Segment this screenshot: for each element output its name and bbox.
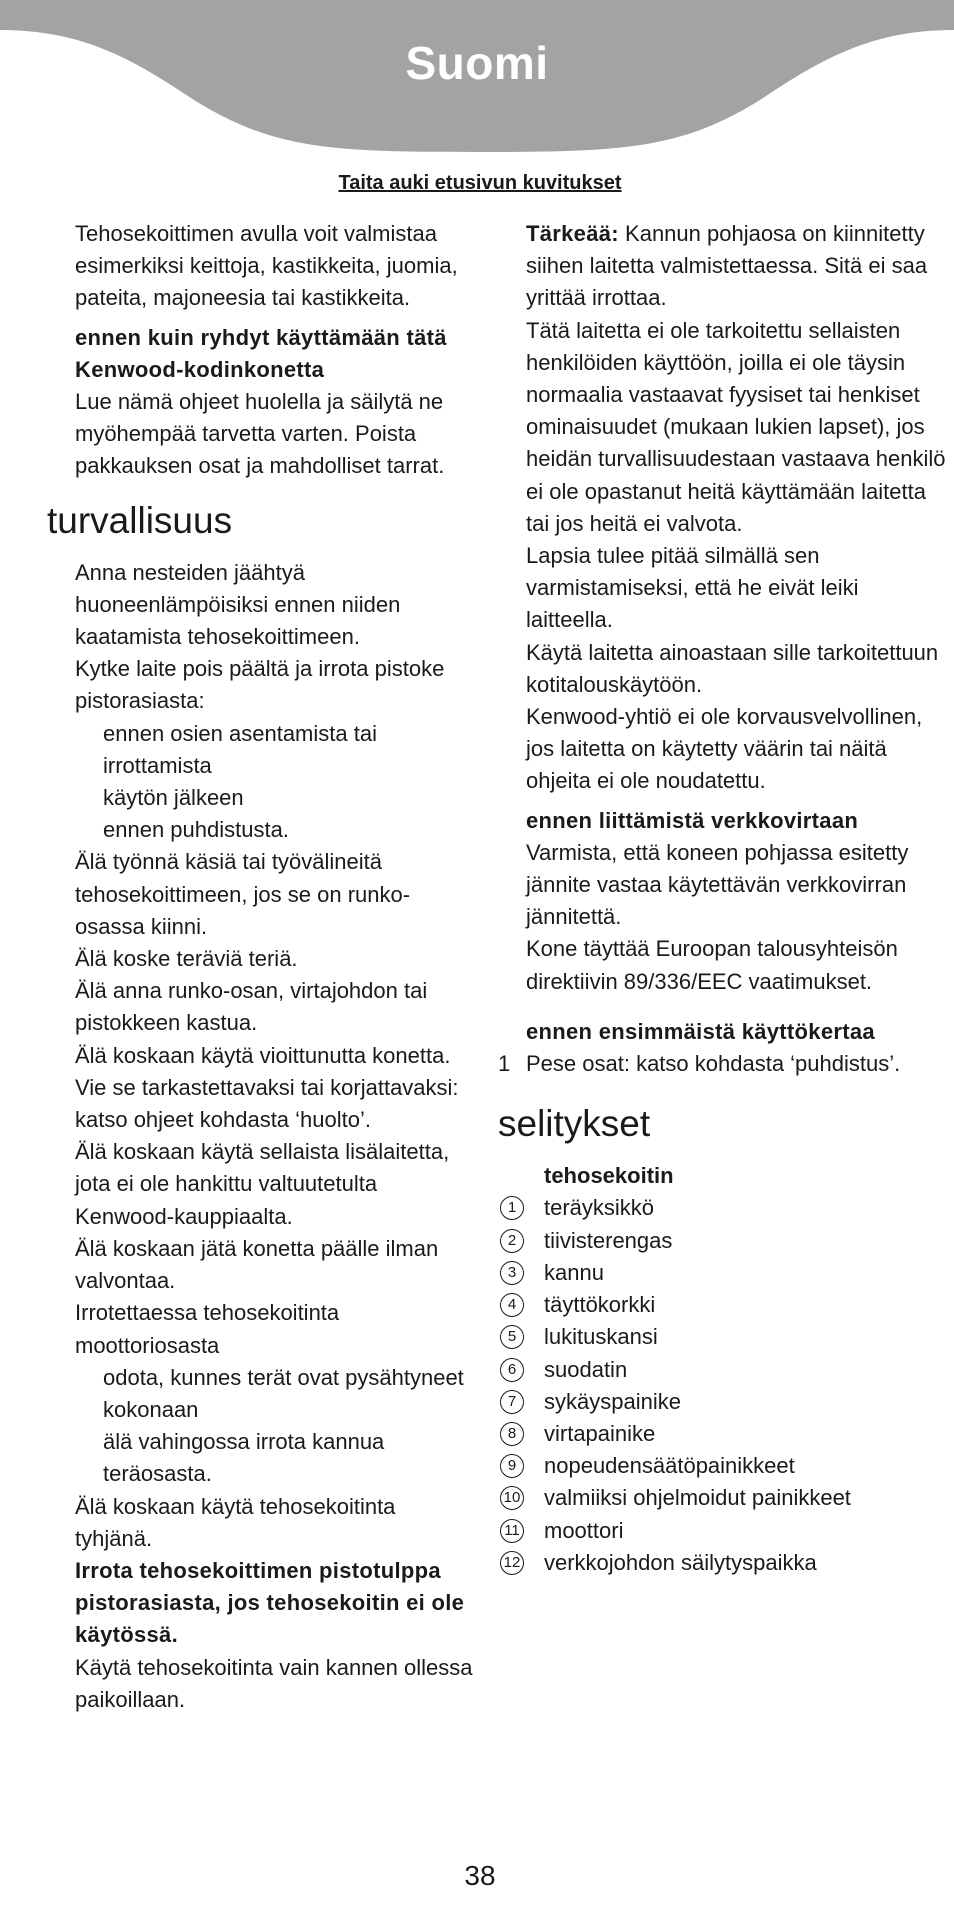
legend-number-badge: 5 [500,1325,524,1349]
legend-number-badge: 4 [500,1293,524,1317]
safety-paragraph: Anna nesteiden jäähtyä huoneenlämpöisiksi ennen niiden kaatamista tehosekoittimeen. [75,559,401,650]
legend-item [498,1257,946,1289]
safety-sub-item: ennen osien asentamista tai irrottamista [103,720,377,778]
important-label: Tärkeää: [526,221,619,246]
step-text: Pese osat: katso kohdasta ‘puhdistus’. [526,1051,901,1077]
legend-label: sykäyspainike [544,1388,681,1414]
legend-subheading: tehosekoitin [544,1163,674,1189]
connect-heading: ennen liittämistä verkkovirtaan [526,807,859,833]
safety-paragraph: Älä työnnä käsiä tai työvälineitä tehosekoittimeen, jos se on runko-osassa kiinni. [75,849,411,939]
intro-text: Tehosekoittimen avulla voit valmistaa esimerkiksi keittoja, kastikkeita, juomia, pateita, majoneesia tai kastikkeita. [75,221,458,311]
legend-label: suodatin [544,1356,628,1382]
legend-number-badge: 1 [500,1196,524,1220]
first-use-step [498,1048,946,1080]
step-number: 1 [498,1051,511,1077]
legend-label: teräyksikkö [544,1195,655,1221]
legend-number-badge: 2 [500,1229,524,1253]
safety-paragraph: Lapsia tulee pitää silmällä sen varmistamiseksi, että he eivät leiki laitteella. [526,543,859,633]
safety-paragraph: Kenwood-yhtiö ei ole korvausvelvollinen, jos laitetta on käytetty väärin tai näitä ohjeita ei ole noudatettu. [526,704,923,794]
legend-number-badge: 6 [500,1358,524,1382]
legend-item [498,1418,946,1450]
legend-item [498,1289,946,1321]
safety-sub-item: käytön jälkeen [103,785,244,811]
legend-item [498,1515,946,1547]
left-column [47,218,475,1716]
safety-paragraph: Irrotettaessa tehosekoitinta moottoriosasta [75,1300,340,1358]
safety-sub-item: ennen puhdistusta. [103,817,289,843]
safety-paragraph: Älä koskaan käytä sellaista lisälaitetta, jota ei ole hankittu valtuutetulta Kenwood-kauppiaalta. [75,1139,450,1229]
legend-list [503,1192,946,1578]
safety-paragraph: Älä koskaan käytä tehosekoitinta tyhjänä. [75,1493,396,1551]
legend-item [498,1482,946,1514]
legend-label: valmiiksi ohjelmoidut painikkeet [544,1485,851,1511]
legend-label: nopeudensäätöpainikkeet [544,1453,795,1479]
legend-item [498,1450,946,1482]
important-note [526,218,946,315]
safety-paragraph: Älä koskaan jätä konetta päälle ilman valvontaa. [75,1235,439,1294]
page-title: Suomi [405,37,549,89]
safety-sub-item: älä vahingossa irrota kannua teräosasta. [103,1429,385,1487]
fold-out-note: Taita auki etusivun kuvitukset [338,172,622,194]
important-text: Kannun pohjaosa on kiinnitetty siihen laitetta valmistettaessa. Sitä ei saa yrittää irrottaa. [526,221,928,311]
legend-label: täyttökorkki [544,1292,656,1318]
before-use-text: Lue nämä ohjeet huolella ja säilytä ne myöhempää tarvetta varten. Poista pakkauksen osat ja mahdolliset tarrat. [75,389,445,479]
legend-number-badge: 7 [500,1390,524,1414]
safety-paragraph: Kytke laite pois päältä ja irrota pistoke pistorasiasta: [75,656,445,714]
legend-item [498,1225,946,1257]
safety-paragraph: Älä anna runko-osan, virtajohdon tai pistokkeen kastua. [75,978,428,1036]
legend-number-badge: 8 [500,1422,524,1446]
right-column [498,218,946,1579]
page-number: 38 [464,1860,496,1891]
before-use-heading: ennen kuin ryhdyt käyttämään tätä Kenwood-kodinkonetta [75,324,447,382]
legend-label: virtapainike [544,1420,656,1446]
legend-item [498,1321,946,1353]
legend-item [498,1192,946,1224]
legend-number-badge: 10 [500,1486,524,1510]
legend-number-badge: 12 [500,1551,524,1575]
connect-text: Varmista, että koneen pohjassa esitetty jännite vastaa käytettävän verkkovirran jännitettä. [526,839,909,930]
legend-number-badge: 11 [500,1519,524,1543]
connect-text: Kone täyttää Euroopan talousyhteisön direktiivin 89/336/EEC vaatimukset. [526,936,898,994]
safety-paragraph: Älä koskaan käytä vioittunutta konetta. Vie se tarkastettavaksi tai korjattavaksi: katso ohjeet kohdasta ‘huolto’. [75,1042,459,1133]
safety-sub-item: odota, kunnes terät ovat pysähtyneet kokonaan [103,1364,464,1422]
legend-item [498,1386,946,1418]
safety-paragraph: Käytä laitetta ainoastaan sille tarkoitettuun kotitalouskäytöön. [526,639,939,697]
safety-paragraph: Käytä tehosekoitinta vain kannen ollessa paikoillaan. [75,1654,473,1712]
safety-paragraph: Älä koske teräviä teriä. [75,946,298,972]
safety-section-title: turvallisuus [47,499,233,541]
legend-section-title: selitykset [498,1103,651,1145]
first-use-heading: ennen ensimmäistä käyttökertaa [526,1018,875,1044]
legend-label: moottori [544,1517,624,1543]
legend-item [498,1547,946,1579]
safety-paragraph: Tätä laitetta ei ole tarkoitettu sellaisten henkilöiden käyttöön, joilla ei ole täysin normaalia vastaavat fyysiset tai henkiset ominaisuudet (mukaan lukien lapset), jos heidän turvallisuudestaan vastaava henkilö ei ole opastanut heitä käyttämään laitetta tai jos heitä ei valvota. [526,317,946,536]
legend-label: tiivisterengas [544,1227,673,1253]
legend-number-badge: 9 [500,1454,524,1478]
legend-label: verkkojohdon säilytyspaikka [544,1549,817,1575]
safety-warning-bold: Irrota tehosekoittimen pistotulppa pistorasiasta, jos tehosekoitin ei ole käytössä. [75,1557,465,1648]
legend-label: kannu [544,1259,604,1285]
legend-item [498,1354,946,1386]
legend-label: lukituskansi [544,1324,658,1350]
legend-number-badge: 3 [500,1261,524,1285]
